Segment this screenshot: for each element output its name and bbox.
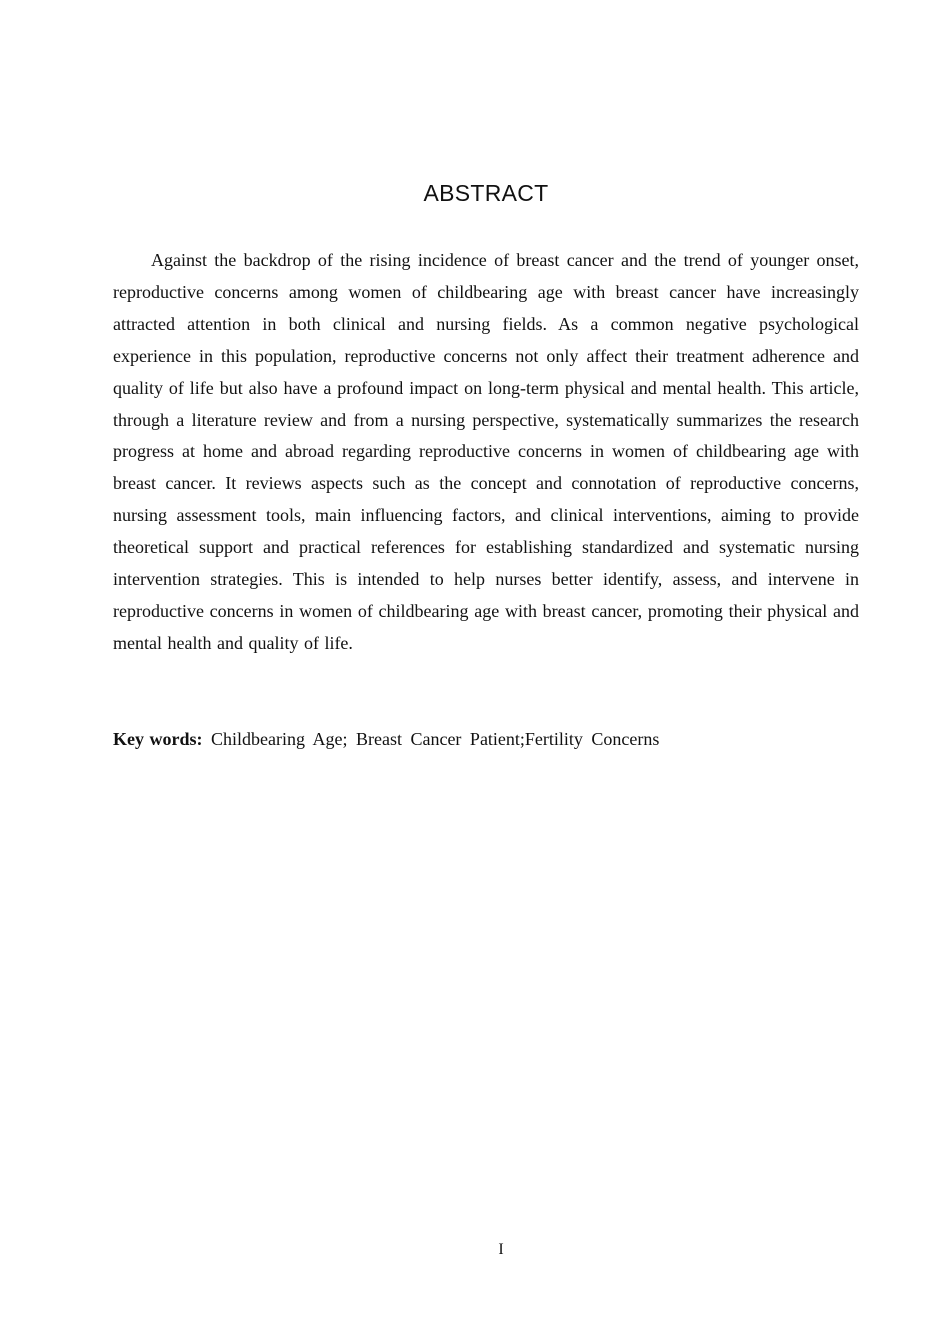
keywords-line	[113, 724, 859, 754]
abstract-body: Against the backdrop of the rising incidence of breast cancer and the trend of younger onset, reproductive concerns among women of childbearing age with breast cancer have increasingly attracted attention in both clinical and nursing fields. As a common negative psychological experience in this population, reproductive concerns not only affect their treatment adherence and quality of life but also have a profound impact on long-term physical and mental health. This article, through a literature review and from a nursing perspective, systematically summarizes the research progress at home and abroad regarding reproductive concerns in women of childbearing age with breast cancer. It reviews aspects such as the concept and connotation of reproductive concerns, nursing assessment tools, main influencing factors, and clinical interventions, aiming to provide theoretical support and practical references for establishing standardized and systematic nursing intervention strategies. This is intended to help nurses better identify, assess, and intervene in reproductive concerns in women of childbearing age with breast cancer, promoting their physical and mental health and quality of life.	[113, 250, 859, 653]
keywords-label: Key words:	[113, 729, 203, 749]
page-number: I	[498, 1241, 504, 1258]
keywords-text: Childbearing Age; Breast Cancer Patient;Fertility Concerns	[211, 729, 660, 749]
abstract-title: ABSTRACT	[423, 180, 549, 206]
